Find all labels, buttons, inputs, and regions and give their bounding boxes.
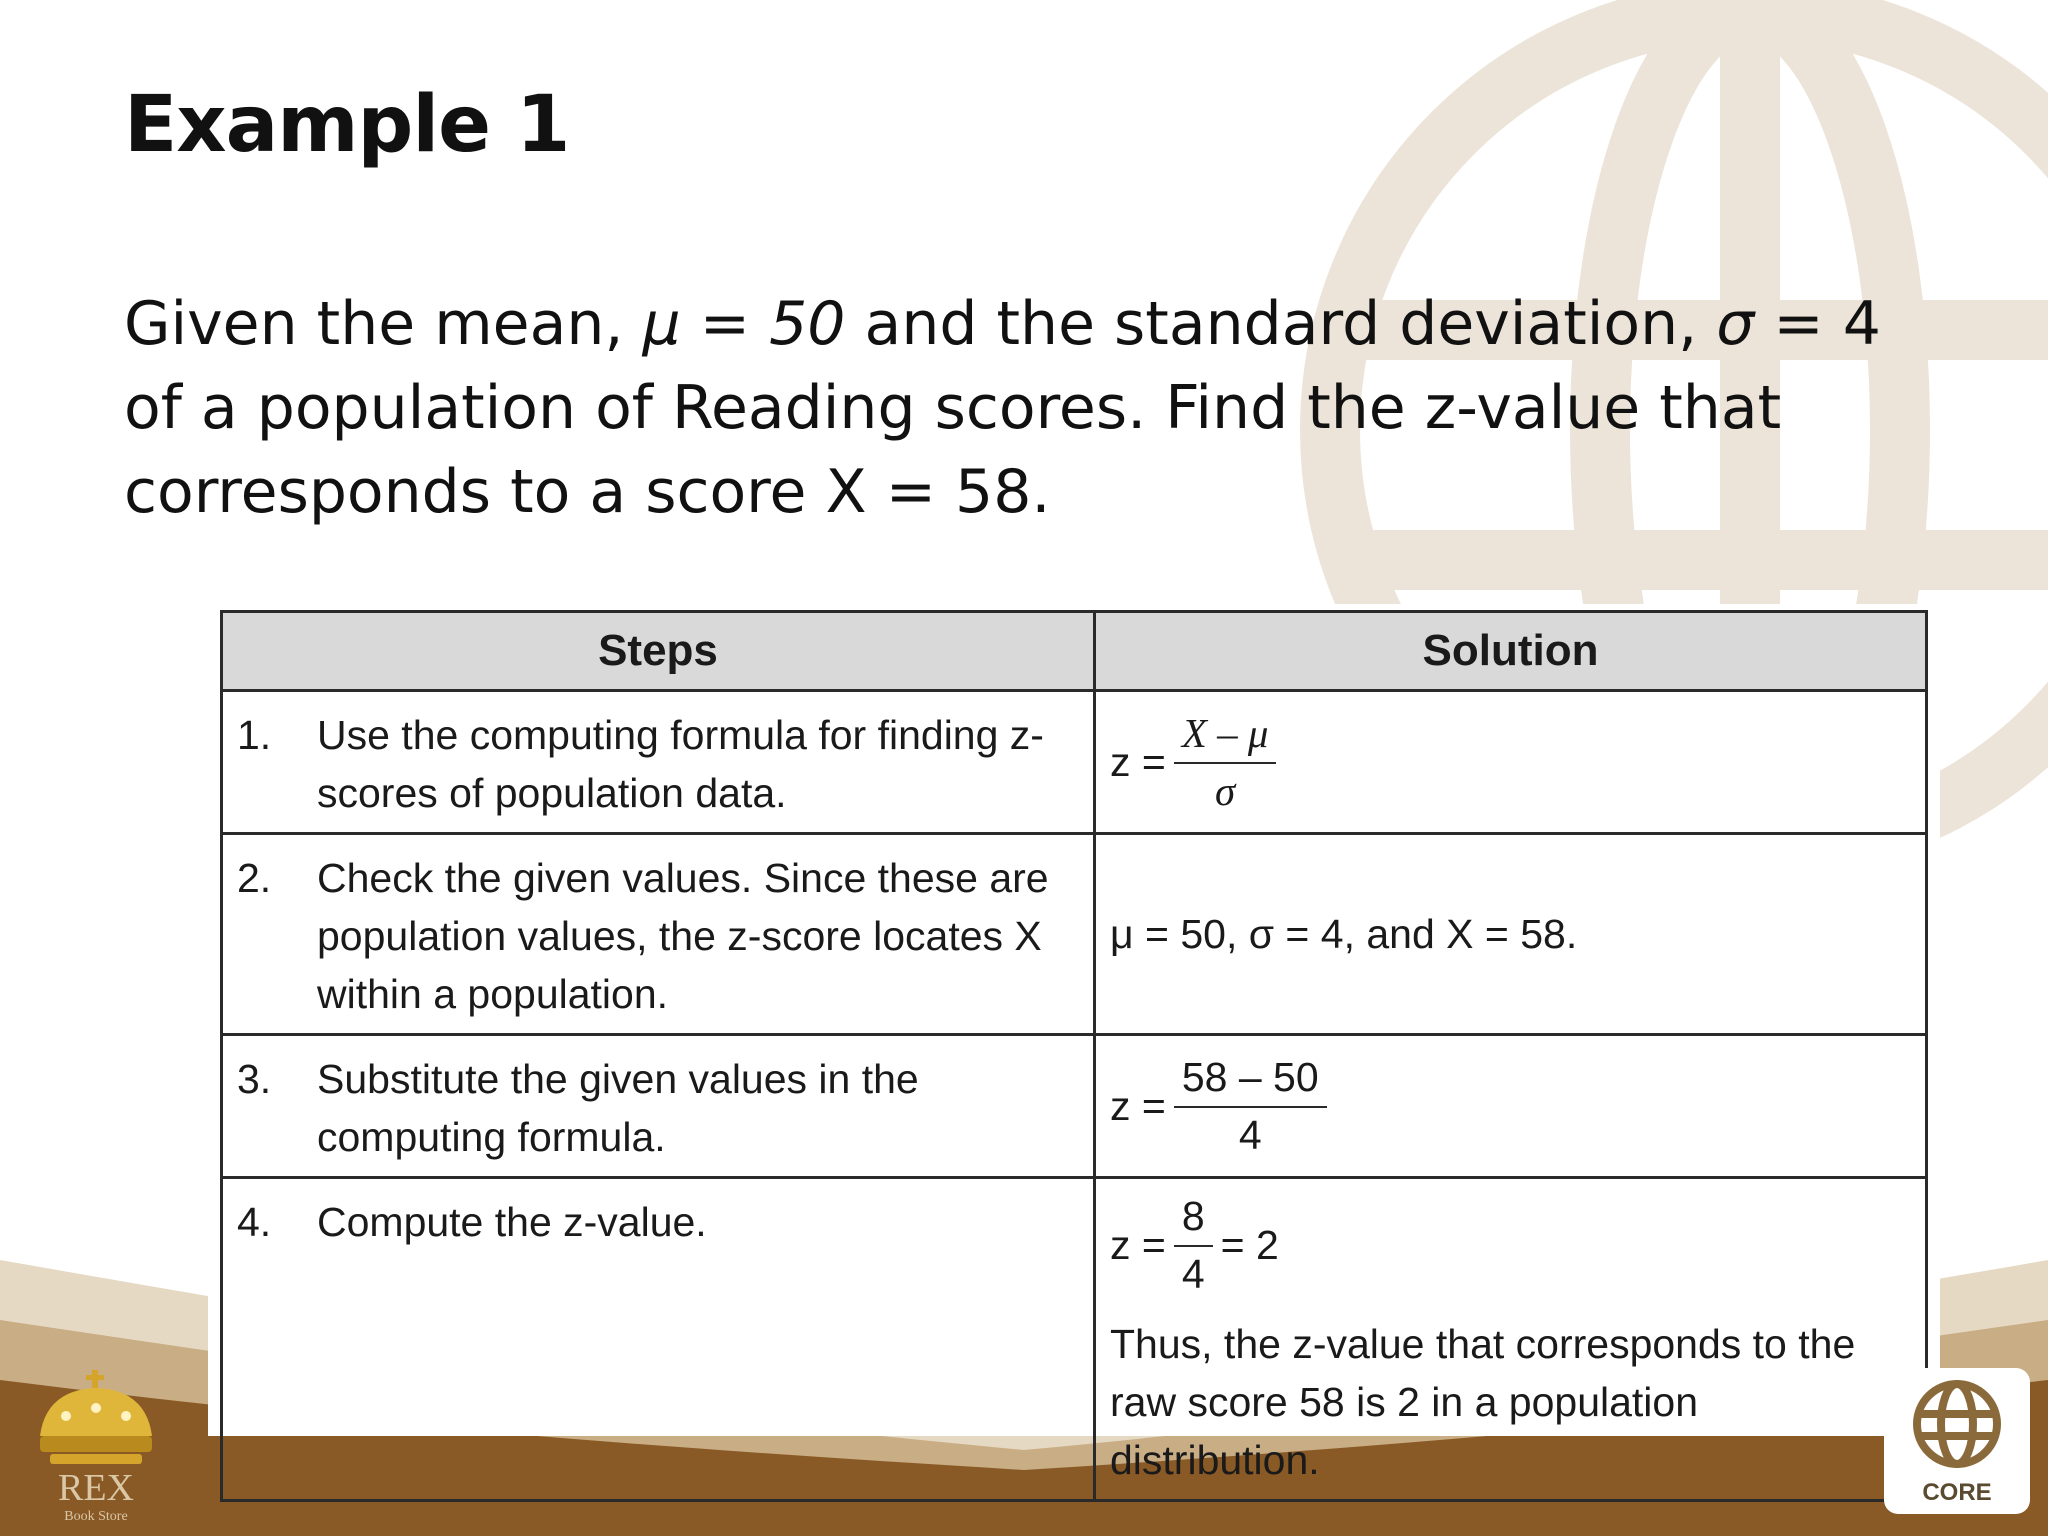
fraction-denominator: σ (1215, 768, 1236, 814)
problem-text-3: = 4 of a population of Reading scores. Find the z-value that corresponds to a score X = 58. (124, 289, 1881, 527)
core-logo-text: CORE (1922, 1479, 1992, 1506)
fraction-denominator: 4 (1181, 1251, 1205, 1297)
fraction (1174, 1050, 1327, 1162)
header-solution: Solution (1095, 612, 1927, 691)
table-row (222, 1178, 1927, 1501)
core-logo (1882, 1366, 2032, 1516)
step-number: 2. (237, 855, 272, 901)
conclusion-text: Thus, the z-value that corresponds to the raw score 58 is 2 in a population distribution. (1110, 1321, 1856, 1483)
formula (1110, 1050, 1911, 1162)
slide-title: Example 1 (124, 80, 570, 170)
z-equals: z = (1110, 739, 1166, 785)
problem-text-1: Given the mean, (124, 289, 643, 359)
z-equals: z = (1110, 1083, 1166, 1129)
table-row (222, 834, 1927, 1035)
crown-icon (40, 1370, 152, 1464)
step-cell (222, 834, 1095, 1035)
rex-logo (26, 1366, 166, 1526)
header-steps: Steps (222, 612, 1095, 691)
step-text: Check the given values. Since these are population values, the z-score locates X within a population. (317, 855, 1049, 1017)
mean-expression: μ = 50 (642, 289, 846, 359)
sigma-symbol: σ (1716, 289, 1755, 359)
step-number: 4. (237, 1199, 272, 1245)
given-values: μ = 50, σ = 4, and X = 58. (1110, 911, 1578, 957)
solution-table-container (208, 604, 1940, 1483)
step-cell (222, 1178, 1095, 1501)
fraction (1174, 706, 1277, 818)
table-row (222, 1035, 1927, 1178)
solution-cell (1095, 691, 1927, 834)
step-cell (222, 1035, 1095, 1178)
step-number: 1. (237, 712, 272, 758)
formula (1110, 1189, 1911, 1301)
step-text: Use the computing formula for finding z-scores of population data. (317, 712, 1044, 816)
solution-cell (1095, 1035, 1927, 1178)
fraction-numerator: X – μ (1174, 706, 1277, 764)
fraction-numerator: 8 (1174, 1189, 1213, 1247)
problem-text-2: and the standard deviation, (845, 289, 1717, 359)
z-result: = 2 (1220, 1222, 1279, 1268)
fraction-numerator: 58 – 50 (1174, 1050, 1327, 1108)
rex-logo-text: REX (58, 1467, 134, 1509)
rex-logo-subtext: Book Store (64, 1509, 128, 1524)
step-number: 3. (237, 1056, 272, 1102)
fraction-denominator: 4 (1238, 1112, 1262, 1158)
z-equals: z = (1110, 1222, 1166, 1268)
table-row (222, 691, 1927, 834)
fraction (1174, 1189, 1213, 1301)
step-text: Substitute the given values in the computing formula. (317, 1056, 919, 1160)
table-header-row (222, 612, 1927, 691)
formula (1110, 706, 1911, 818)
step-text: Compute the z-value. (317, 1199, 707, 1245)
solution-cell (1095, 1178, 1927, 1501)
step-cell (222, 691, 1095, 834)
solution-cell (1095, 834, 1927, 1035)
steps-table (220, 610, 1928, 1502)
problem-statement (124, 282, 1884, 534)
